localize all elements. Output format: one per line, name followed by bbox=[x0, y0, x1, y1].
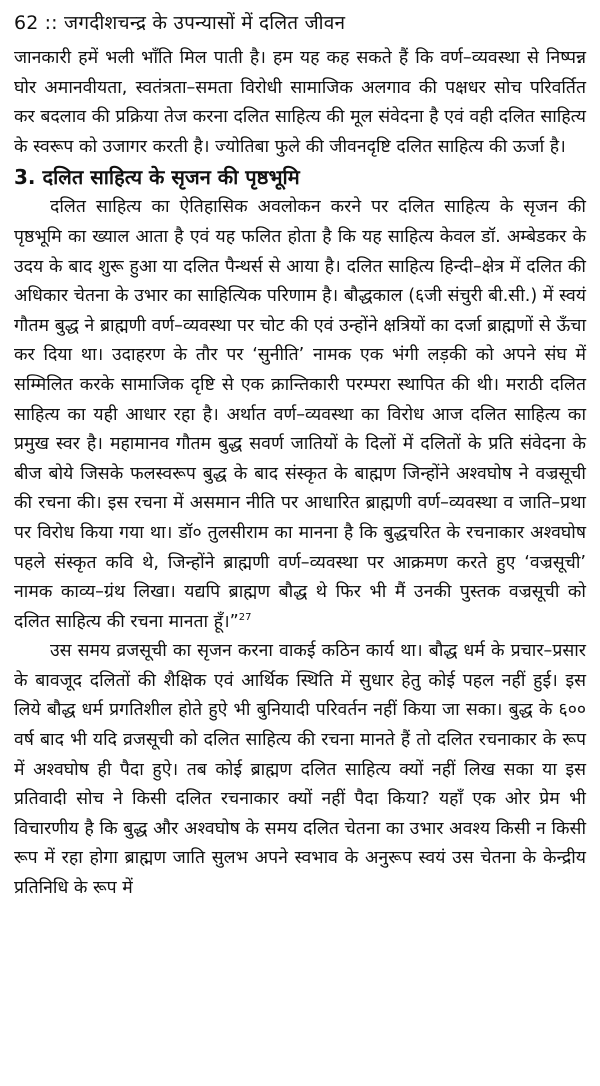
book-title: जगदीशचन्द्र के उपन्यासों में दलित जीवन bbox=[64, 12, 346, 34]
header-separator: :: bbox=[44, 12, 58, 34]
section-heading: 3. दलित साहित्य के सृजन की पृष्ठभूमि bbox=[14, 165, 300, 190]
page-number: 62 bbox=[14, 12, 39, 34]
paragraph-background bbox=[14, 193, 586, 637]
paragraph-vajrasuchi: उस समय व्रजसूची का सृजन करना वाकई कठिन कार्य था। बौद्ध धर्म के प्रचार–प्रसार के बावजूद दलितों की शैक्षिक एवं आर्थिक स्थिति में सुधार हेतु कोई पहल नहीं हुई। इस लिये बौद्ध धर्म प्रगतिशील होते हुऐ भी बुनियादी परिवर्तन नहीं किया जा सका। बुद्ध के ६०० वर्ष बाद भी यदि व्रजसूची को दलित साहित्य की रचना मानते हैं तो दलित रचनाकार के रूप में अश्वघोष ही पैदा हुऐ। तब कोई ब्राह्मण दलित साहित्य क्यों नहीं लिख सका या इस प्रतिवादी सोच ने किसी दलित रचनाकार क्यों नहीं पैदा किया? यहाँ एक ओर प्रेम भी विचारणीय है कि बुद्ध और अश्वघोष के समय दलित चेतना का उभार अवश्य किसी न किसी रूप में रहा होगा ब्राह्मण जाति सुलभ अपने स्वभाव के अनुरूप स्वयं उस चेतना के केन्द्रीय प्रतिनिधि के रूप में bbox=[14, 641, 586, 899]
body-text bbox=[14, 44, 586, 904]
footnote-reference: 27 bbox=[238, 611, 252, 623]
paragraph-background-text: दलित साहित्य का ऐतिहासिक अवलोकन करने पर दलित साहित्य के सृजन की पृष्ठभूमि का ख्याल आता है एवं यह फलित होता है कि यह साहित्य केवल डॉ. अम्बेडकर के उदय के बाद शुरू हुआ या दलित पैन्थर्स से आया है। दलित साहित्य हिन्दी–क्षेत्र में दलित की अधिकार चेतना के उभार का साहित्यिक परिणाम है। बौद्धकाल (६जी संचुरी बी.सी.) में स्वयं गौतम बुद्ध ने ब्राह्मणी वर्ण–व्यवस्था पर चोट की एवं उन्होंने क्षत्रियों का दर्जा ब्राह्मणों से ऊँचा कर दिया था। उदाहरण के तौर पर ‘सुनीति’ नामक एक भंगी लड़की को अपने संघ में सम्मिलित करके सामाजिक दृष्टि से एक क्रान्तिकारी परम्परा स्थापित की थी। मराठी दलित साहित्य का यही आधार रहा है। अर्थात वर्ण–व्यवस्था का विरोध आज दलित साहित्य का प्रमुख स्वर है। महामानव गौतम बुद्ध सवर्ण जातियों के दिलों में दलितों के प्रति संवेदना के बीज बोये जिसके फलस्वरूप बुद्ध के बाद संस्कृत के बाह्मण जिन्होंने अश्वघोष ने वज्रसूची की रचना की। इस रचना में असमान नीति पर आधारित ब्राह्मणी वर्ण–व्यवस्था व जाति–प्रथा पर विरोध किया गया था। डॉ० तुलसीराम का मानना है कि बुद्धचरित के रचनाकार अश्वघोष पहले संस्कृत कवि थे, जिन्होंने ब्राह्मणी वर्ण–व्यवस्था पर आक्रमण करते हुए ‘वज्रसूची’ नामक काव्य–ग्रंथ लिखा। यद्यपि ब्राह्मण बौद्ध थे फिर भी मैं उनकी पुस्तक वज्रसूची को दलित साहित्य की रचना मानता हूँ।” bbox=[14, 197, 586, 632]
paragraph-continued: जानकारी हमें भली भाँति मिल पाती है। हम यह कह सकते हैं कि वर्ण–व्यवस्था से निष्पन्न घोर अमानवीयता, स्वतंत्रता–समता विरोधी सामाजिक अलगाव की पक्षधर सोच परिवर्तित कर बदलाव की प्रक्रिया तेज करना दलित साहित्य की मूल संवेदना है एवं वही दलित साहित्य के स्वरूप को उजागर करती है। ज्योतिबा फुले की जीवनदृष्टि दलित साहित्य की ऊर्जा है। bbox=[14, 48, 586, 157]
running-header bbox=[14, 8, 586, 44]
